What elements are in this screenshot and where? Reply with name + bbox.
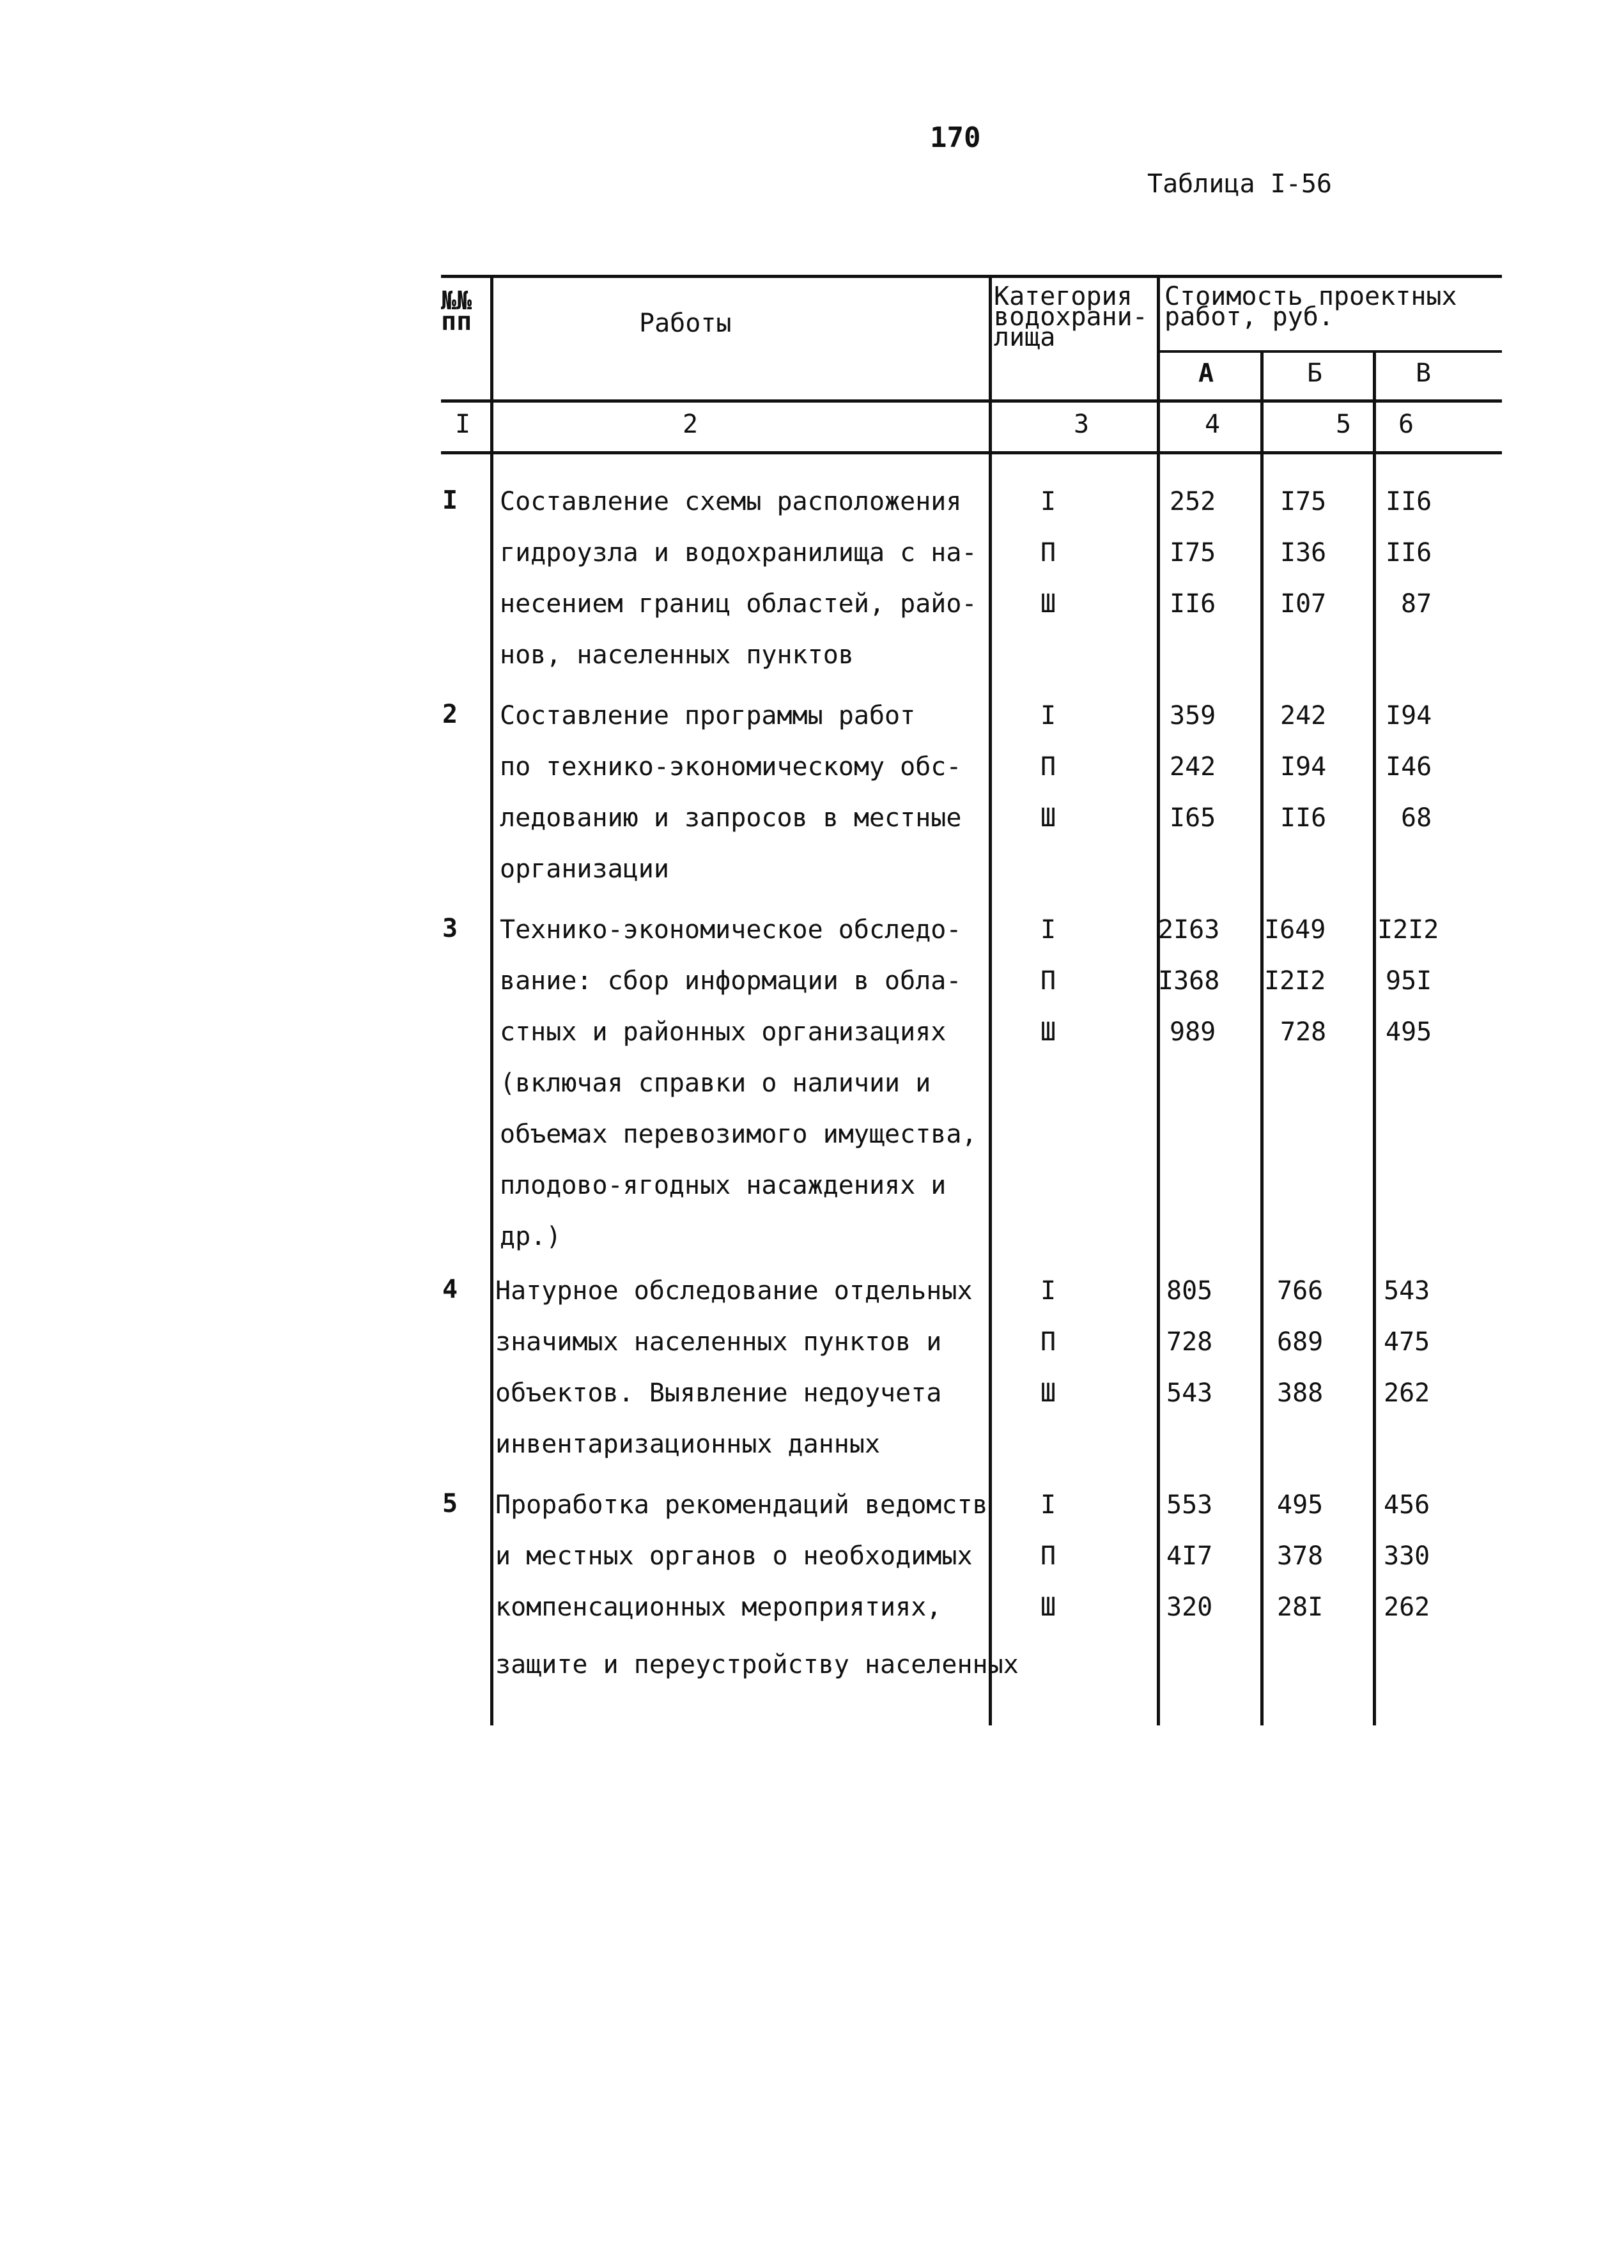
cost-a: 2I63 <box>1158 915 1220 945</box>
cost-v: 456 <box>1384 1490 1430 1520</box>
category: I <box>1040 487 1056 516</box>
category: I <box>1040 1276 1056 1306</box>
colnum-6: 6 <box>1398 410 1414 439</box>
row-number: 3 <box>442 914 458 943</box>
colnum-2: 2 <box>683 410 699 439</box>
colnum-4: 4 <box>1205 410 1221 439</box>
cost-a: 989 <box>1170 1017 1216 1047</box>
cost-v: 87 <box>1401 589 1432 619</box>
cost-b: 242 <box>1280 701 1327 730</box>
header-number-col: №№ пп <box>441 286 472 336</box>
category: П <box>1040 538 1056 567</box>
table-top-rule <box>441 275 1502 278</box>
category: Ш <box>1040 1378 1056 1408</box>
header-sub-b: Б <box>1307 359 1323 388</box>
page-number: 170 <box>930 121 981 154</box>
colnum-5: 5 <box>1336 410 1352 439</box>
cost-b: 378 <box>1277 1541 1324 1571</box>
cost-a: 543 <box>1166 1378 1213 1408</box>
cost-b: I07 <box>1280 589 1327 619</box>
work-line: Составление схемы расположения <box>500 487 962 516</box>
cost-a: 320 <box>1166 1593 1213 1622</box>
work-line: инвентаризационных данных <box>495 1430 881 1459</box>
work-line: Натурное обследование отдельных <box>495 1276 973 1306</box>
category: П <box>1040 752 1056 782</box>
cost-v: II6 <box>1386 538 1432 567</box>
cost-v: 262 <box>1384 1378 1430 1408</box>
cost-b: 495 <box>1277 1490 1324 1520</box>
cost-v: 68 <box>1401 803 1432 833</box>
cost-a: II6 <box>1170 589 1216 619</box>
cost-b: I649 <box>1264 915 1326 945</box>
work-line: Проработка рекомендаций ведомств <box>495 1490 988 1520</box>
table-title: Таблица I-56 <box>1147 169 1332 199</box>
cost-a: 242 <box>1170 752 1216 782</box>
colnum-3: 3 <box>1074 410 1090 439</box>
header-bottom-rule <box>441 399 1502 403</box>
cost-a: 805 <box>1166 1276 1213 1306</box>
colnum-1: I <box>455 410 471 439</box>
work-line: Технико-экономическое обследо- <box>500 915 962 945</box>
work-line: плодово-ягодных насаждениях и <box>500 1171 947 1200</box>
cost-b: 28I <box>1277 1593 1324 1622</box>
work-line: вание: сбор информации в обла- <box>500 966 962 996</box>
cost-b: 689 <box>1277 1327 1324 1357</box>
work-line: по технико-экономическому обс- <box>500 752 962 782</box>
header-sub-v: В <box>1416 359 1432 388</box>
work-line: (включая справки о наличии и <box>500 1068 931 1098</box>
cost-v: 495 <box>1386 1017 1432 1047</box>
category: I <box>1040 701 1056 730</box>
cost-b: I75 <box>1280 487 1327 516</box>
cost-b: 388 <box>1277 1378 1324 1408</box>
category: I <box>1040 915 1056 945</box>
cost-a: 4I7 <box>1166 1541 1213 1571</box>
category: Ш <box>1040 1593 1056 1622</box>
cost-b: I94 <box>1280 752 1327 782</box>
work-line: объектов. Выявление недоучета <box>495 1378 942 1408</box>
work-line: несением границ областей, райо- <box>500 589 977 619</box>
row-number: 2 <box>442 700 458 729</box>
work-line: объемах перевозимого имущества, <box>500 1120 977 1149</box>
subheader-rule <box>1157 350 1502 353</box>
col-divider-1 <box>490 275 493 1725</box>
work-line: компенсационных мероприятиях, <box>495 1593 942 1622</box>
header-sub-a: А <box>1198 359 1214 388</box>
work-line: значимых населенных пунктов и <box>495 1327 942 1357</box>
work-line: защите и переустройству населенных <box>495 1650 1019 1679</box>
cost-a: 553 <box>1166 1490 1213 1520</box>
header-works-col: Работы <box>639 309 732 338</box>
cost-v: II6 <box>1386 487 1432 516</box>
work-line: стных и районных организациях <box>500 1017 947 1047</box>
work-line: гидроузла и водохранилища с на- <box>500 538 977 567</box>
cost-a: I368 <box>1158 966 1220 996</box>
cost-b: I36 <box>1280 538 1327 567</box>
cost-a: 728 <box>1166 1327 1213 1357</box>
cost-a: 252 <box>1170 487 1216 516</box>
category: Ш <box>1040 589 1056 619</box>
category: П <box>1040 1541 1056 1571</box>
cost-a: I65 <box>1170 803 1216 833</box>
category: Ш <box>1040 1017 1056 1047</box>
cost-b: 766 <box>1277 1276 1324 1306</box>
cost-a: 359 <box>1170 701 1216 730</box>
col-divider-2 <box>989 275 992 1725</box>
header-category-col: Категория водохрани- лища <box>994 282 1148 352</box>
cost-v: 95I <box>1386 966 1432 996</box>
cost-a: I75 <box>1170 538 1216 567</box>
work-line: Составление программы работ <box>500 701 916 730</box>
cost-v: 475 <box>1384 1327 1430 1357</box>
work-line: ледованию и запросов в местные <box>500 803 962 833</box>
cost-v: I46 <box>1386 752 1432 782</box>
work-line: и местных органов о необходимых <box>495 1541 973 1571</box>
category: I <box>1040 1490 1056 1520</box>
work-line: нов, населенных пунктов <box>500 640 854 670</box>
work-line: др.) <box>500 1222 562 1251</box>
cost-v: 262 <box>1384 1593 1430 1622</box>
cost-v: I94 <box>1386 701 1432 730</box>
row-number: I <box>442 486 458 515</box>
numbering-bottom-rule <box>441 451 1502 454</box>
work-line: организации <box>500 854 669 884</box>
cost-b: I2I2 <box>1264 966 1326 996</box>
category: П <box>1040 1327 1056 1357</box>
category: П <box>1040 966 1056 996</box>
category: Ш <box>1040 803 1056 833</box>
header-cost-col: Стоимость проектных работ, руб. <box>1164 282 1457 332</box>
col-divider-5 <box>1373 350 1376 1725</box>
row-number: 4 <box>442 1275 458 1304</box>
cost-v: 330 <box>1384 1541 1430 1571</box>
row-number: 5 <box>442 1489 458 1518</box>
cost-v: 543 <box>1384 1276 1430 1306</box>
cost-b: II6 <box>1280 803 1327 833</box>
col-divider-4 <box>1260 350 1264 1725</box>
cost-v: I2I2 <box>1377 915 1439 945</box>
cost-b: 728 <box>1280 1017 1327 1047</box>
